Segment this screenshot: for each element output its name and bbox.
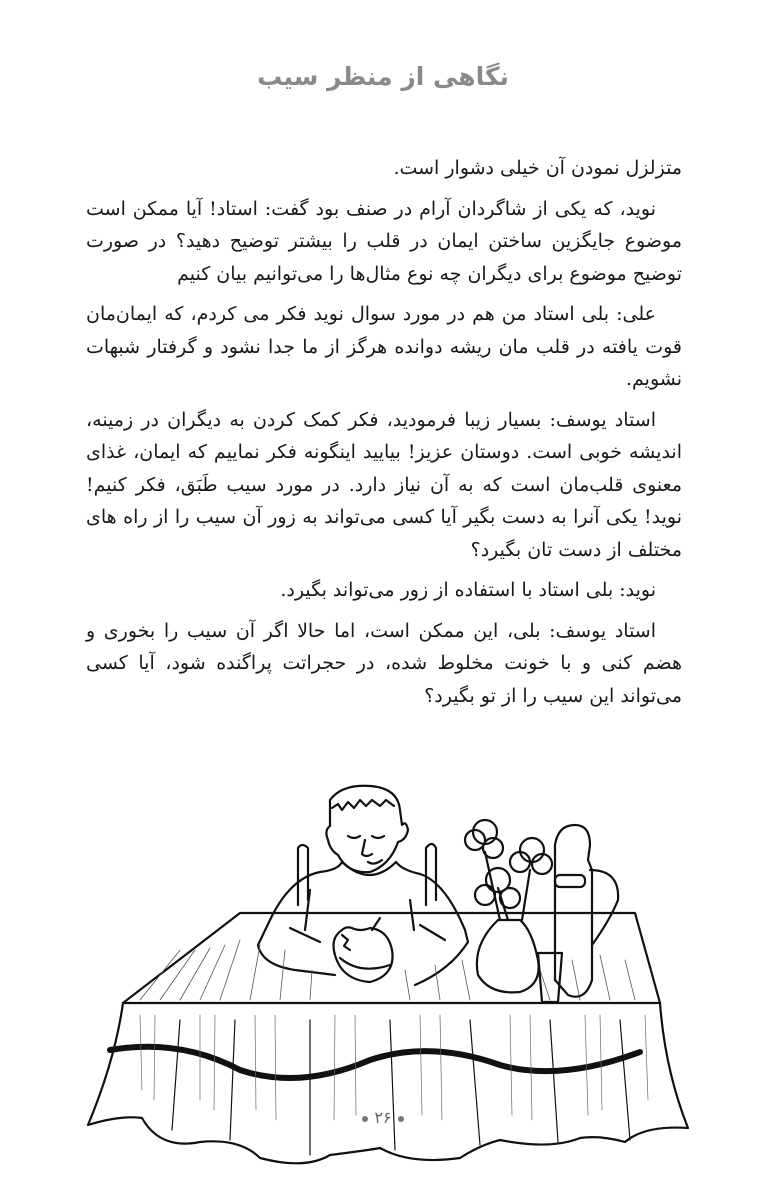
paragraph: متزلزل نمودن آن خیلی دشوار است. xyxy=(393,157,682,179)
paragraph: علی: بلی استاد من هم در مورد سوال نوید فکر می کردم، که ایمان‌مان قوت یافته در قلب مان ریشه دوانده هرگز از ما جدا نشود و گرفتار شبهات نشویم. xyxy=(86,303,682,390)
paragraph: استاد یوسف: بسیار زیبا فرمودید، فکر کمک کردن به دیگران در زمینه، اندیشه خوبی است. دوستان عزیز! بیایید اینگونه فکر نماییم که ایمان، غذای معنوی قلب‌مان است که به آن نیاز دارد. در مورد سیب طَبَق، فکر کنیم! نوید! یکی آنرا به دست بگیر آیا کسی می‌تواند به زور آن سیب را از راه های مختلف از دست تان بگیرد؟ xyxy=(86,408,682,561)
body-text xyxy=(86,152,682,720)
tablecloth xyxy=(88,1003,688,1163)
page-number xyxy=(0,1108,766,1127)
boy-head xyxy=(326,786,408,872)
paragraph: استاد یوسف: بلی، این ممکن است، اما حالا اگر آن سیب را بخوری و هضم کنی و با خونت مخلوط شده، در حجراتت پراگنده شود، آیا کسی می‌تواند این سیب را از تو بگیرد؟ xyxy=(86,619,682,707)
glass xyxy=(538,953,562,1002)
paragraph: نوید، که یکی از شاگردان آرام در صنف بود گفت: استاد! آیا ممکن است موضوع جایگزین ساختن ایمان در قلب را بیشتر توضیح دهید؟ در صورت توضیح موضوع برای دیگران چه نوع مثال‌ها را می‌توانیم بیان کنیم xyxy=(86,197,682,285)
dot-icon xyxy=(362,1116,368,1122)
vase xyxy=(477,920,539,992)
dot-icon xyxy=(398,1116,404,1122)
paragraph: نوید: بلی استاد با استفاده از زور می‌تواند بگیرد. xyxy=(280,579,656,601)
page-number-text: ۲۶ xyxy=(374,1108,392,1127)
page-header-title: نگاهی از منظر سیب xyxy=(257,62,509,91)
